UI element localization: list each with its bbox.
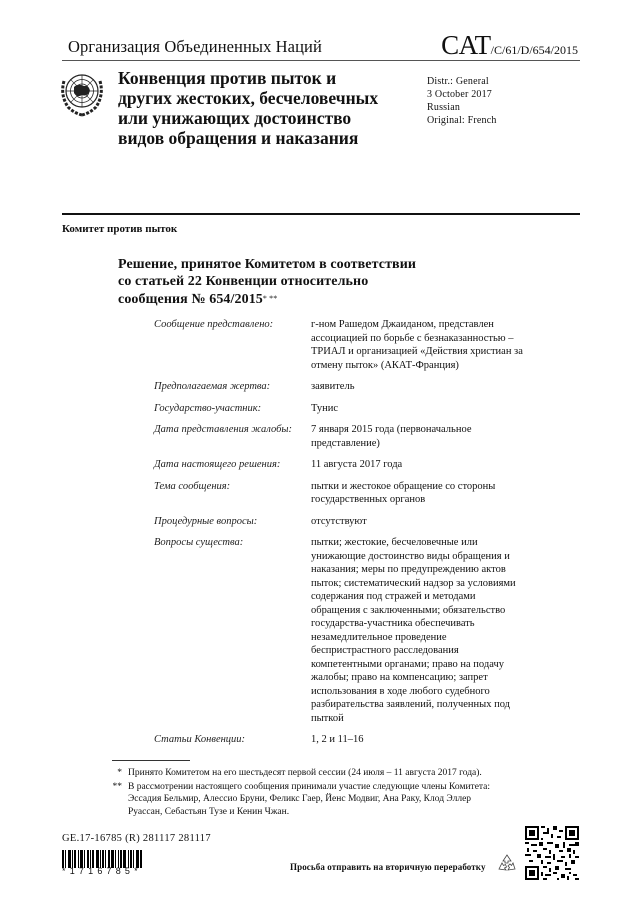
metadata-row xyxy=(154,423,524,450)
footnote-text: Принято Комитетом на его шестьдесят первой сессии (24 июля – 11 августа 2017 года). xyxy=(128,768,482,778)
decision-title xyxy=(118,256,478,308)
metadata-row xyxy=(154,480,524,507)
metadata-label: Сообщение представлено: xyxy=(154,319,274,330)
metadata-row xyxy=(154,318,524,372)
metadata-row xyxy=(154,458,524,472)
metadata-label: Вопросы существа: xyxy=(154,537,244,548)
metadata-label: Предполагаемая жертва: xyxy=(154,381,271,392)
decision-title-line: сообщения № 654/2015 xyxy=(118,292,263,307)
document-symbol xyxy=(441,30,578,61)
convention-title-line: Конвенция против пыток и xyxy=(118,68,337,88)
footnote-rule xyxy=(112,760,190,761)
metadata-value: г-ном Рашедом Джаиданом, представлен ассоциацией по борьбе с безнаказанностью – ТРИАЛ и организацией «Действия христиан за отмену пыток» (АКАТ-Франция) xyxy=(311,319,523,371)
metadata-row xyxy=(154,515,524,529)
convention-title xyxy=(118,68,408,148)
metadata-value: 11 августа 2017 года xyxy=(311,459,403,470)
metadata-value: отсутствуют xyxy=(311,515,367,527)
header-rule xyxy=(62,60,580,61)
metadata-label: Государство-участник: xyxy=(154,402,262,414)
symbol-suffix: /C/61/D/654/2015 xyxy=(490,43,578,57)
distr-original: Original: French xyxy=(427,115,497,126)
decision-title-line: Решение, принятое Комитетом в соответствии xyxy=(118,257,417,272)
distr-language: Russian xyxy=(427,102,461,113)
metadata-value: Тунис xyxy=(311,402,339,414)
barcode-number: *1716785* xyxy=(62,866,142,876)
metadata-value: 1, 2 и 11–16 xyxy=(311,734,364,745)
metadata-label: Дата настоящего решения: xyxy=(154,459,281,470)
distr-general: Distr.: General xyxy=(427,76,489,87)
metadata-label: Статьи Конвенции: xyxy=(154,734,246,745)
footnote xyxy=(100,781,500,819)
section-rule xyxy=(62,213,580,215)
symbol-main: CAT xyxy=(441,30,491,60)
convention-title-line: или унижающих достоинство xyxy=(118,108,352,128)
distribution-info xyxy=(427,75,497,127)
organization-name: Организация Объединенных Наций xyxy=(68,37,322,56)
qr-code-icon xyxy=(525,826,579,880)
recycle-icon xyxy=(496,853,518,875)
distr-date: 3 October 2017 xyxy=(427,89,493,100)
metadata-row xyxy=(154,733,524,747)
footnotes xyxy=(100,767,500,819)
recycle-notice: Просьба отправить на вторичную переработку xyxy=(290,862,486,872)
decision-title-line: со статьей 22 Конвенции относительно xyxy=(118,274,369,289)
committee-name: Комитет против пыток xyxy=(62,223,178,235)
footnote xyxy=(100,767,500,780)
metadata-label: Тема сообщения: xyxy=(154,480,231,492)
footnote-mark: * xyxy=(117,768,122,778)
job-number: GE.17-16785 (R) 281117 281117 xyxy=(62,833,211,844)
metadata-row xyxy=(154,536,524,725)
metadata-value: пытки и жестокое обращение со стороны государственных органов xyxy=(311,480,496,505)
metadata-row xyxy=(154,380,524,394)
footnote-marks: * ** xyxy=(262,294,278,303)
metadata-label: Дата представления жалобы: xyxy=(154,424,292,435)
metadata-table xyxy=(154,318,524,755)
metadata-value: заявитель xyxy=(311,381,355,392)
metadata-value: 7 января 2015 года (первоначальное представление) xyxy=(311,424,472,449)
convention-title-line: других жестоких, бесчеловечных xyxy=(118,88,379,108)
convention-title-line: видов обращения и наказания xyxy=(118,128,359,148)
footnote-text: В рассмотрении настоящего сообщения принимали участие следующие члены Комитета: Эссадия Бельмир, Алессио Бруни, Феликс Гаер, Йенс Модвиг, Ана Раку, Клод Эллер Руассан, Себастьян Тузе и Кенин Чжан. xyxy=(128,781,491,817)
metadata-label: Процедурные вопросы: xyxy=(154,515,258,527)
un-emblem-icon xyxy=(58,67,106,125)
metadata-row xyxy=(154,402,524,416)
footnote-mark: ** xyxy=(112,781,122,792)
metadata-value: пытки; жестокие, бесчеловечные или унижающие достоинство виды обращения и наказания; меры по предупреждению актов пыток; систематический надзор за условиями содержания под стражей и методами обращения с заключенными; обязательство государства-участника обеспечивать незамедлительное проведение беспристрастного расследования компетентными органами; право на подачу жалобы; право на компенсацию; запрет использования в ходе любого судебного разбирательства заявлений, полученных под пыткой xyxy=(311,537,516,724)
